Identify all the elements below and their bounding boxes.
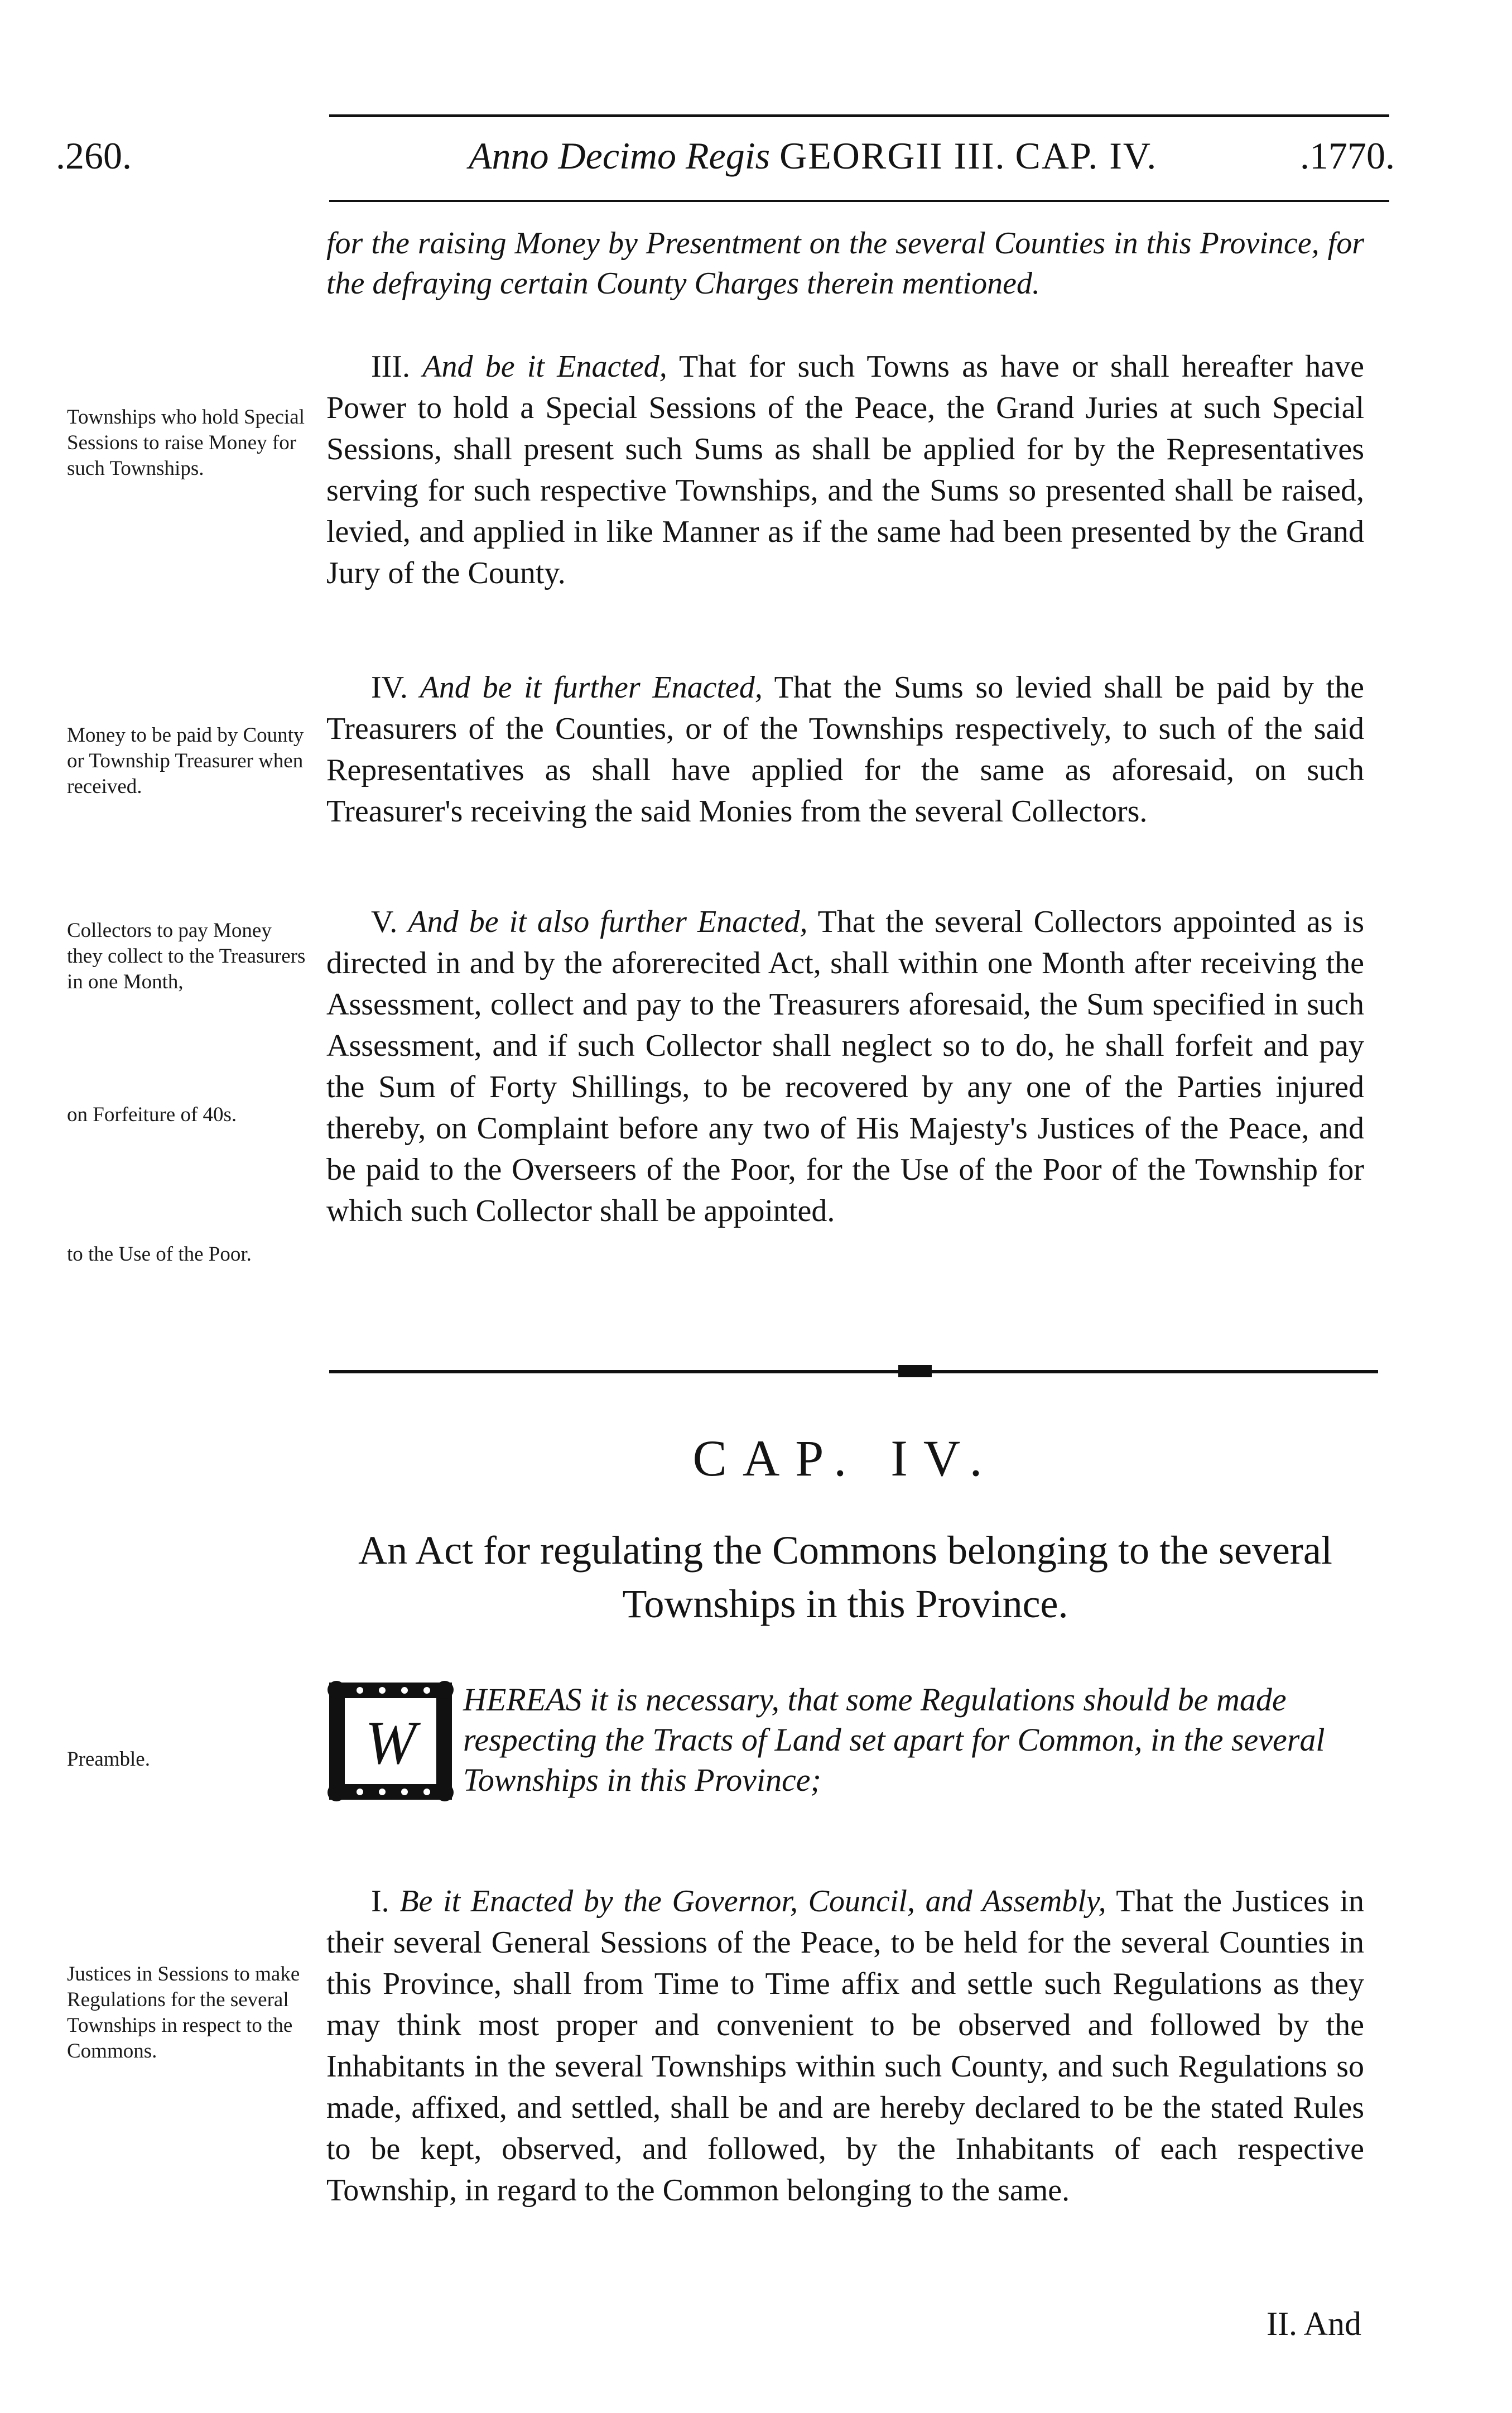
section-iv xyxy=(326,667,1364,832)
enacting-clause: And be it Enacted, xyxy=(422,349,667,384)
divider-ornament xyxy=(898,1365,932,1377)
section-text: That the several Collectors appointed as is directed in and by the aforerecited Act, shall within one Month after receiving the Assessment, collect and pay to the Treasurers aforesaid, the Sum specified in such Assessment, and if such Collector shall neglect so to do, he shall forfeit and pay the Sum of Forty Shillings, to be recovered by any one of the Parties injured thereby, on Complaint before any two of His Majesty's Justices of the Peace, and be paid to the Overseers of the Poor, for the Use of the Poor of the Township for which such Collector shall be appointed. xyxy=(326,905,1365,1228)
running-title xyxy=(469,134,1157,178)
section-number: IV. xyxy=(371,670,408,705)
section-number: V. xyxy=(371,905,398,939)
page-number: .260. xyxy=(56,134,132,177)
margin-note-forfeiture: on Forfeiture of 40s. xyxy=(67,1103,237,1126)
margin-note-use-poor: to the Use of the Poor. xyxy=(67,1243,252,1266)
enacting-clause: And be it also further Enacted, xyxy=(408,905,808,939)
margin-note-preamble: Preamble. xyxy=(67,1748,150,1771)
enacting-clause: And be it further Enacted, xyxy=(420,670,763,705)
section-v xyxy=(326,901,1364,1232)
margin-note-townships: Townships who hold Special Sessions to raise Money for such Townships. xyxy=(67,406,305,480)
margin-note-collectors: Collectors to pay Money they collect to the Treasurers in one Month, xyxy=(67,919,306,993)
section-text: That the Sums so levied shall be paid by the Treasurers of the Counties, or of the Townships respectively, to such of the said Representatives as shall have applied for the same as aforesaid, on such Treasurer's receiving the said Monies from the several Collectors. xyxy=(326,670,1365,829)
running-title-prefix: Anno Decimo Regis xyxy=(469,134,771,177)
chapter-heading: CAP. IV. xyxy=(692,1430,998,1487)
top-rule xyxy=(329,114,1389,117)
section-divider xyxy=(329,1370,1378,1373)
ornamental-initial-w xyxy=(326,1680,455,1802)
section-text: That for such Towns as have or shall hereafter have Power to hold a Special Sessions of the Peace, the Grand Juries at such Special Sessions, shall present such Sums as shall be applied for by the Representatives serving for such respective Townships, and the Sums so presented shall be raised, levied, and applied in like Manner as if the same had been presented by the Grand Jury of the County. xyxy=(326,349,1365,590)
catchword: II. And xyxy=(1267,2305,1361,2342)
page-year: .1770. xyxy=(1300,134,1395,177)
running-header xyxy=(56,134,1395,184)
section-i xyxy=(326,1881,1364,2211)
continuation-text: for the raising Money by Presentment on the several Counties in this Province, for the defraying certain County Charges therein mentioned. xyxy=(326,226,1364,301)
preamble-text: HEREAS it is necessary, that some Regulations should be made respecting the Tracts of Land set apart for Common, in the several Townships in this Province; xyxy=(463,1681,1325,1798)
initial-letter: W xyxy=(365,1709,416,1777)
margin-note-money-paid: Money to be paid by County or Township Treasurer when received. xyxy=(67,724,304,798)
running-title-cap: CAP. IV. xyxy=(1015,134,1158,177)
act-title: An Act for regulating the Commons belonging to the several Townships in this Province. xyxy=(358,1528,1332,1626)
section-number: III. xyxy=(371,349,410,384)
running-title-king: GEORGII III. xyxy=(779,134,1006,177)
margin-note-justices: Justices in Sessions to make Regulations for the several Townships in respect to the Commons. xyxy=(67,1963,300,2063)
enacting-clause: Be it Enacted by the Governor, Council, and Assembly, xyxy=(399,1884,1106,1919)
preamble xyxy=(326,1680,1364,1800)
section-number: I. xyxy=(371,1884,389,1919)
section-text: That the Justices in their several General Sessions of the Peace, to be held for the several Counties in this Province, shall from Time to Time affix and settle such Regulations as they may think most proper and convenient to be observed and followed by the Inhabitants in the several Townships within such County, and such Regulations so made, affixed, and settled, shall be and are hereby declared to be the stated Rules to be kept, observed, and followed, by the Inhabitants of each respective Township, in regard to the Common belonging to the same. xyxy=(326,1884,1365,2208)
section-iii xyxy=(326,346,1364,594)
header-rule xyxy=(329,200,1389,202)
